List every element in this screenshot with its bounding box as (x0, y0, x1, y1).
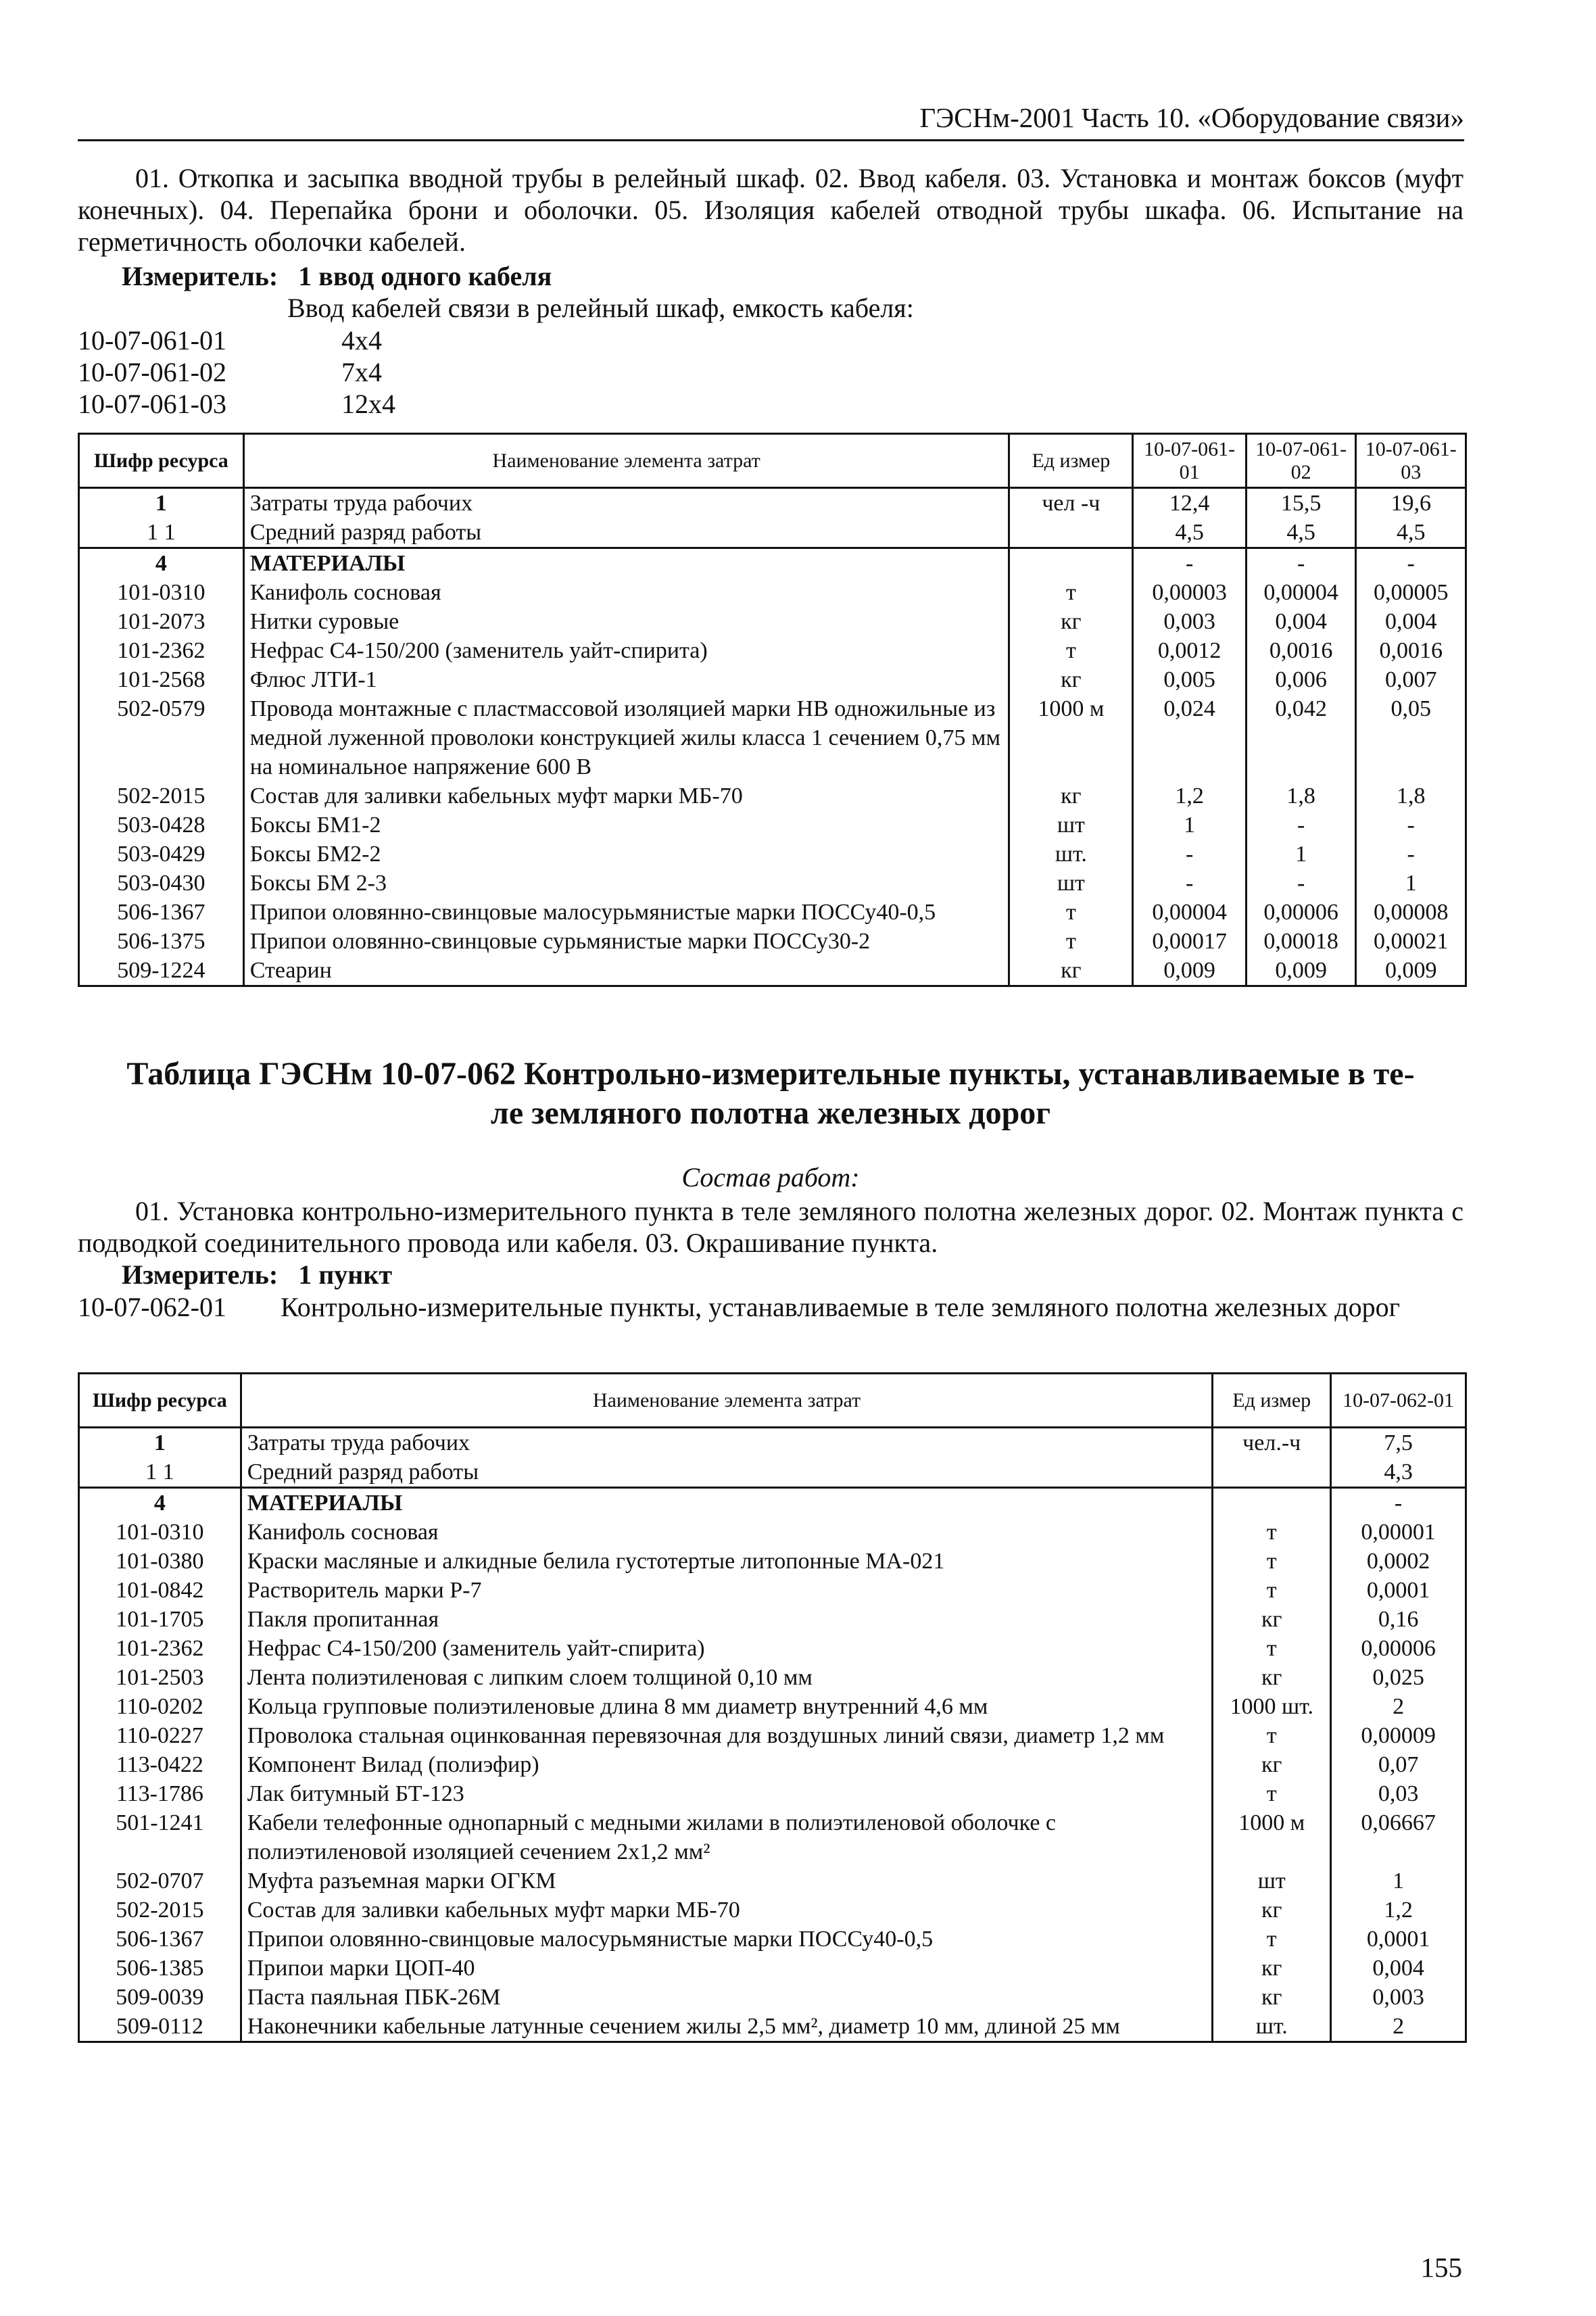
value-cell-3: 4,5 (1356, 518, 1466, 548)
variants-title: Ввод кабелей связи в релейный шкаф, емкость кабеля: (287, 293, 914, 323)
resource-code-cell: 113-1786 (79, 1779, 241, 1808)
resource-code-cell: 113-0422 (79, 1750, 241, 1779)
unit-cell: 1000 шт. (1213, 1692, 1331, 1721)
resource-code-cell: 509-0039 (79, 1983, 241, 2012)
value-cell-1: 1 (1331, 1866, 1466, 1896)
resource-name-cell: Нитки суровые (243, 607, 1009, 636)
col-header-unit: Ед измер (1213, 1374, 1331, 1428)
unit-cell: т (1009, 927, 1133, 956)
resource-code-cell: 110-0202 (79, 1692, 241, 1721)
table-row (79, 811, 1466, 840)
value-cell-1: 0,0002 (1331, 1547, 1466, 1576)
unit-cell: кг (1213, 1983, 1331, 2012)
value-cell-1: 7,5 (1331, 1428, 1466, 1458)
resource-code-cell: 506-1367 (79, 898, 244, 927)
unit-cell (1009, 518, 1133, 548)
table-title-line-1: Таблица ГЭСНм 10-07-062 Контрольно-измерительные пункты, устанавливаемые в те- (126, 1056, 1415, 1092)
col-header-code: Шифр ресурса (79, 434, 244, 488)
value-cell-2: 1 (1246, 840, 1356, 869)
table-row (79, 1954, 1466, 1983)
table-row (79, 578, 1466, 607)
resource-code-cell: 4 (79, 1488, 241, 1518)
table-row (79, 1488, 1466, 1518)
unit-cell: кг (1213, 1605, 1331, 1634)
table-row (79, 840, 1466, 869)
resource-code-cell: 101-0310 (79, 578, 244, 607)
table-row (79, 1925, 1466, 1954)
value-cell-2: 15,5 (1246, 488, 1356, 518)
value-cell-3: - (1356, 548, 1466, 579)
resource-name-cell: Средний разряд работы (241, 1457, 1213, 1488)
unit-cell (1213, 1488, 1331, 1518)
resource-name-cell: Лента полиэтиленовая с липким слоем толщиной 0,10 мм (241, 1663, 1213, 1692)
value-cell-3: - (1356, 811, 1466, 840)
table-row (79, 1983, 1466, 2012)
value-cell-3: 0,00008 (1356, 898, 1466, 927)
unit-cell: кг (1009, 607, 1133, 636)
value-cell-1: 0,07 (1331, 1750, 1466, 1779)
table-row (79, 636, 1466, 665)
resource-code-cell: 503-0429 (79, 840, 244, 869)
value-cell-1: 0,004 (1331, 1954, 1466, 1983)
table-row (79, 1692, 1466, 1721)
resource-code-cell: 506-1375 (79, 927, 244, 956)
value-cell-1: 0,00009 (1331, 1721, 1466, 1750)
resource-code-cell: 509-1224 (79, 956, 244, 986)
unit-cell: т (1213, 1518, 1331, 1547)
resource-name-cell: Компонент Вилад (полиэфир) (241, 1750, 1213, 1779)
resource-code-cell: 509-0112 (79, 2012, 241, 2042)
resource-code-cell: 101-0310 (79, 1518, 241, 1547)
value-cell-2: 0,00006 (1246, 898, 1356, 927)
resource-name-cell: Краски масляные и алкидные белила густотертые литопонные МА-021 (241, 1547, 1213, 1576)
unit-cell (1009, 548, 1133, 579)
value-cell-2: 0,042 (1246, 694, 1356, 781)
table-row (79, 1808, 1466, 1866)
value-cell-1: 0,16 (1331, 1605, 1466, 1634)
unit-cell: т (1213, 1547, 1331, 1576)
measure-label: Измеритель: (122, 1259, 279, 1290)
value-cell-1: - (1133, 840, 1247, 869)
value-cell-2: 0,004 (1246, 607, 1356, 636)
table-row (79, 1866, 1466, 1896)
value-cell-3: 19,6 (1356, 488, 1466, 518)
value-cell-1: 0,00001 (1331, 1518, 1466, 1547)
table-row (79, 518, 1466, 548)
resource-code-cell: 506-1385 (79, 1954, 241, 1983)
table-title (78, 1055, 1464, 1133)
value-cell-3: 0,00021 (1356, 927, 1466, 956)
variant-text: Контрольно-измерительные пункты, устанавливаемые в теле земляного полотна железных дорог (281, 1292, 1401, 1322)
resource-name-cell: Наконечники кабельные латунные сечением жилы 2,5 мм², диаметр 10 мм, длиной 25 мм (241, 2012, 1213, 2042)
resource-name-cell: Проволока стальная оцинкованная перевязочная для воздушных линий связи, диаметр 1,2 мм (241, 1721, 1213, 1750)
table-row (79, 1576, 1466, 1605)
table-row (79, 665, 1466, 694)
table-row (79, 2012, 1466, 2042)
measure-value: 1 ввод одного кабеля (298, 261, 552, 291)
value-cell-1: - (1133, 869, 1247, 898)
value-cell-1: 0,025 (1331, 1663, 1466, 1692)
resource-code-cell: 101-1705 (79, 1605, 241, 1634)
unit-cell: кг (1009, 781, 1133, 811)
resource-code-cell: 502-0707 (79, 1866, 241, 1896)
value-cell-1: - (1133, 548, 1247, 579)
table-row (79, 869, 1466, 898)
resource-code-cell: 503-0430 (79, 869, 244, 898)
resource-code-cell: 101-2362 (79, 636, 244, 665)
value-cell-1: 0,005 (1133, 665, 1247, 694)
unit-cell: шт. (1213, 2012, 1331, 2042)
resource-name-cell: Муфта разъемная марки ОГКМ (241, 1866, 1213, 1896)
col-header-code: Шифр ресурса (79, 1374, 241, 1428)
value-cell-1: 0,00004 (1133, 898, 1247, 927)
table-row (79, 694, 1466, 781)
col-header-name: Наименование элемента затрат (241, 1374, 1213, 1428)
resource-name-cell: Растворитель марки Р-7 (241, 1576, 1213, 1605)
resource-name-cell: Лак битумный БТ-123 (241, 1779, 1213, 1808)
resource-name-cell: Кабели телефонные однопарный с медными жилами в полиэтиленовой оболочке с полиэтиленовой изоляцией сечением 2х1,2 мм² (241, 1808, 1213, 1866)
page-number: 155 (1420, 2252, 1462, 2283)
value-cell-3: - (1356, 840, 1466, 869)
resource-name-cell: Канифоль сосновая (243, 578, 1009, 607)
value-cell-2: 0,0016 (1246, 636, 1356, 665)
value-cell-1: 0,0001 (1331, 1576, 1466, 1605)
resource-code-cell: 501-1241 (79, 1808, 241, 1866)
value-cell-1: 1 (1133, 811, 1247, 840)
table-row (79, 488, 1466, 518)
value-cell-1: 0,06667 (1331, 1808, 1466, 1866)
table-row (79, 1721, 1466, 1750)
resource-name-cell: Состав для заливки кабельных муфт марки МБ-70 (241, 1896, 1213, 1925)
unit-cell: шт (1213, 1866, 1331, 1896)
measure-line (122, 260, 552, 292)
work-composition-text: 01. Откопка и засыпка вводной трубы в релейный шкаф. 02. Ввод кабеля. 03. Установка и монтаж боксов (муфт конечных). 04. Перепайка брони и оболочки. 05. Изоляция кабелей отводной трубы шкафа. 06. Испытание на герметичность оболочки кабелей. (78, 163, 1464, 257)
resource-name-cell: Паста паяльная ПБК-26М (241, 1983, 1213, 2012)
value-cell-2: 0,00004 (1246, 578, 1356, 607)
unit-cell: кг (1213, 1663, 1331, 1692)
value-cell-1: - (1331, 1488, 1466, 1518)
resource-code-cell: 1 (79, 1428, 241, 1458)
resource-name-cell: Боксы БМ 2-3 (243, 869, 1009, 898)
resource-name-cell: Припои марки ЦОП-40 (241, 1954, 1213, 1983)
resource-code-cell: 101-0380 (79, 1547, 241, 1576)
resource-name-cell: Канифоль сосновая (241, 1518, 1213, 1547)
composition-label: Состав работ: (681, 1162, 860, 1192)
value-cell-1: 2 (1331, 1692, 1466, 1721)
running-header: ГЭСНм-2001 Часть 10. «Оборудование связи» (78, 101, 1464, 141)
unit-cell: чел -ч (1009, 488, 1133, 518)
value-cell-1: 0,03 (1331, 1779, 1466, 1808)
resource-name-cell: Припои оловянно-свинцовые малосурьмянистые марки ПОССу40-0,5 (243, 898, 1009, 927)
col-header-variant-1: 10-07-061-01 (1133, 434, 1247, 488)
resource-name-cell: Боксы БМ2-2 (243, 840, 1009, 869)
table-row (79, 1750, 1466, 1779)
unit-cell: т (1009, 898, 1133, 927)
resource-name-cell: Средний разряд работы (243, 518, 1009, 548)
resource-code-cell: 502-2015 (79, 1896, 241, 1925)
variant-code: 10-07-061-02 (78, 357, 226, 387)
resource-name-cell: Кольца групповые полиэтиленовые длина 8 мм диаметр внутренний 4,6 мм (241, 1692, 1213, 1721)
unit-cell: т (1213, 1634, 1331, 1663)
table-title-line-2: ле земляного полотна железных дорог (490, 1095, 1051, 1131)
value-cell-1: 4,3 (1331, 1457, 1466, 1488)
value-cell-3: 0,004 (1356, 607, 1466, 636)
resource-code-cell: 101-2362 (79, 1634, 241, 1663)
value-cell-1: 1,2 (1331, 1896, 1466, 1925)
resource-name-cell: Нефрас С4-150/200 (заменитель уайт-спирита) (241, 1634, 1213, 1663)
unit-cell: шт. (1009, 840, 1133, 869)
resource-name-cell: Нефрас С4-150/200 (заменитель уайт-спирита) (243, 636, 1009, 665)
variant-value: 7x4 (341, 357, 382, 387)
unit-cell: кг (1009, 956, 1133, 986)
resource-name-cell: Боксы БМ1-2 (243, 811, 1009, 840)
table-row (79, 1518, 1466, 1547)
unit-cell: 1000 м (1009, 694, 1133, 781)
resource-name-cell: Состав для заливки кабельных муфт марки МБ-70 (243, 781, 1009, 811)
resource-name-cell: Припои оловянно-свинцовые малосурьмянистые марки ПОССу40-0,5 (241, 1925, 1213, 1954)
value-cell-1: 0,009 (1133, 956, 1247, 986)
table-row (79, 1428, 1466, 1458)
resource-code-cell: 110-0227 (79, 1721, 241, 1750)
value-cell-3: 1 (1356, 869, 1466, 898)
resource-code-cell: 1 (79, 488, 244, 518)
resource-name-cell: МАТЕРИАЛЫ (241, 1488, 1213, 1518)
unit-cell: кг (1213, 1750, 1331, 1779)
table-row (79, 1896, 1466, 1925)
table-row (79, 1663, 1466, 1692)
value-cell-2: 1,8 (1246, 781, 1356, 811)
resource-code-cell: 101-2073 (79, 607, 244, 636)
resource-name-cell: Затраты труда рабочих (241, 1428, 1213, 1458)
variant-code: 10-07-062-01 (78, 1292, 226, 1322)
value-cell-1: 12,4 (1133, 488, 1247, 518)
value-cell-1: 0,024 (1133, 694, 1247, 781)
table-row (79, 607, 1466, 636)
resource-code-cell: 101-0842 (79, 1576, 241, 1605)
table-row (79, 927, 1466, 956)
resource-code-cell: 101-2568 (79, 665, 244, 694)
measure-line-2 (122, 1259, 392, 1290)
resource-name-cell: Провода монтажные с пластмассовой изоляцией марки НВ одножильные из медной луженной проволоки конструкцией жилы класса 1 сечением 0,75 мм на номинальное напряжение 600 В (243, 694, 1009, 781)
resource-code-cell: 101-2503 (79, 1663, 241, 1692)
variant-code: 10-07-061-03 (78, 389, 226, 419)
value-cell-3: 0,05 (1356, 694, 1466, 781)
value-cell-3: 0,009 (1356, 956, 1466, 986)
col-header-name: Наименование элемента затрат (243, 434, 1009, 488)
variant-code: 10-07-061-01 (78, 325, 226, 356)
value-cell-1: 0,003 (1331, 1983, 1466, 2012)
resource-name-cell: Припои оловянно-свинцовые сурьмянистые марки ПОССу30-2 (243, 927, 1009, 956)
resource-name-cell: Пакля пропитанная (241, 1605, 1213, 1634)
measure-label: Измеритель: (122, 261, 279, 291)
table-row (79, 1547, 1466, 1576)
unit-cell: т (1213, 1576, 1331, 1605)
value-cell-2: - (1246, 811, 1356, 840)
unit-cell (1213, 1457, 1331, 1488)
unit-cell: т (1213, 1721, 1331, 1750)
value-cell-1: 0,003 (1133, 607, 1247, 636)
value-cell-3: 1,8 (1356, 781, 1466, 811)
unit-cell: чел.-ч (1213, 1428, 1331, 1458)
resource-name-cell: Стеарин (243, 956, 1009, 986)
unit-cell: т (1009, 578, 1133, 607)
value-cell-3: 0,007 (1356, 665, 1466, 694)
value-cell-3: 0,0016 (1356, 636, 1466, 665)
variant-value: 12x4 (341, 389, 395, 419)
resource-code-cell: 4 (79, 548, 244, 579)
resource-table-061 (78, 433, 1467, 987)
table-row (79, 548, 1466, 579)
table-row (79, 956, 1466, 986)
unit-cell: кг (1009, 665, 1133, 694)
resource-code-cell: 1 1 (79, 1457, 241, 1488)
unit-cell: кг (1213, 1954, 1331, 1983)
col-header-variant-1: 10-07-062-01 (1331, 1374, 1466, 1428)
value-cell-1: 1,2 (1133, 781, 1247, 811)
value-cell-1: 0,00003 (1133, 578, 1247, 607)
col-header-variant-2: 10-07-061-02 (1246, 434, 1356, 488)
table-row (79, 781, 1466, 811)
table-row (79, 1779, 1466, 1808)
value-cell-1: 0,00017 (1133, 927, 1247, 956)
resource-code-cell: 502-0579 (79, 694, 244, 781)
value-cell-1: 0,0001 (1331, 1925, 1466, 1954)
resource-code-cell: 506-1367 (79, 1925, 241, 1954)
value-cell-2: - (1246, 548, 1356, 579)
col-header-variant-3: 10-07-061-03 (1356, 434, 1466, 488)
measure-value: 1 пункт (298, 1259, 393, 1290)
resource-table-062 (78, 1372, 1467, 2043)
resource-code-cell: 503-0428 (79, 811, 244, 840)
unit-cell: т (1213, 1779, 1331, 1808)
resource-name-cell: Флюс ЛТИ-1 (243, 665, 1009, 694)
value-cell-2: 0,006 (1246, 665, 1356, 694)
table-row (79, 1457, 1466, 1488)
resource-name-cell: Затраты труда рабочих (243, 488, 1009, 518)
value-cell-2: 4,5 (1246, 518, 1356, 548)
work-composition-text-2: 01. Установка контрольно-измерительного пункта в теле земляного полотна железных дорог. 02. Монтаж пункта с подводкой соединительного провода или кабеля. 03. Окрашивание пункта. (78, 1196, 1464, 1258)
value-cell-2: - (1246, 869, 1356, 898)
resource-code-cell: 502-2015 (79, 781, 244, 811)
unit-cell: кг (1213, 1896, 1331, 1925)
value-cell-1: 2 (1331, 2012, 1466, 2042)
table-row (79, 1605, 1466, 1634)
unit-cell: т (1213, 1925, 1331, 1954)
table-row (79, 1634, 1466, 1663)
unit-cell: шт (1009, 811, 1133, 840)
unit-cell: 1000 м (1213, 1808, 1331, 1866)
value-cell-2: 0,00018 (1246, 927, 1356, 956)
variant-value: 4x4 (341, 325, 382, 356)
unit-cell: т (1009, 636, 1133, 665)
resource-name-cell: МАТЕРИАЛЫ (243, 548, 1009, 579)
value-cell-1: 0,00006 (1331, 1634, 1466, 1663)
col-header-unit: Ед измер (1009, 434, 1133, 488)
table-row (79, 898, 1466, 927)
resource-code-cell: 1 1 (79, 518, 244, 548)
value-cell-3: 0,00005 (1356, 578, 1466, 607)
value-cell-1: 0,0012 (1133, 636, 1247, 665)
unit-cell: шт (1009, 869, 1133, 898)
value-cell-2: 0,009 (1246, 956, 1356, 986)
value-cell-1: 4,5 (1133, 518, 1247, 548)
